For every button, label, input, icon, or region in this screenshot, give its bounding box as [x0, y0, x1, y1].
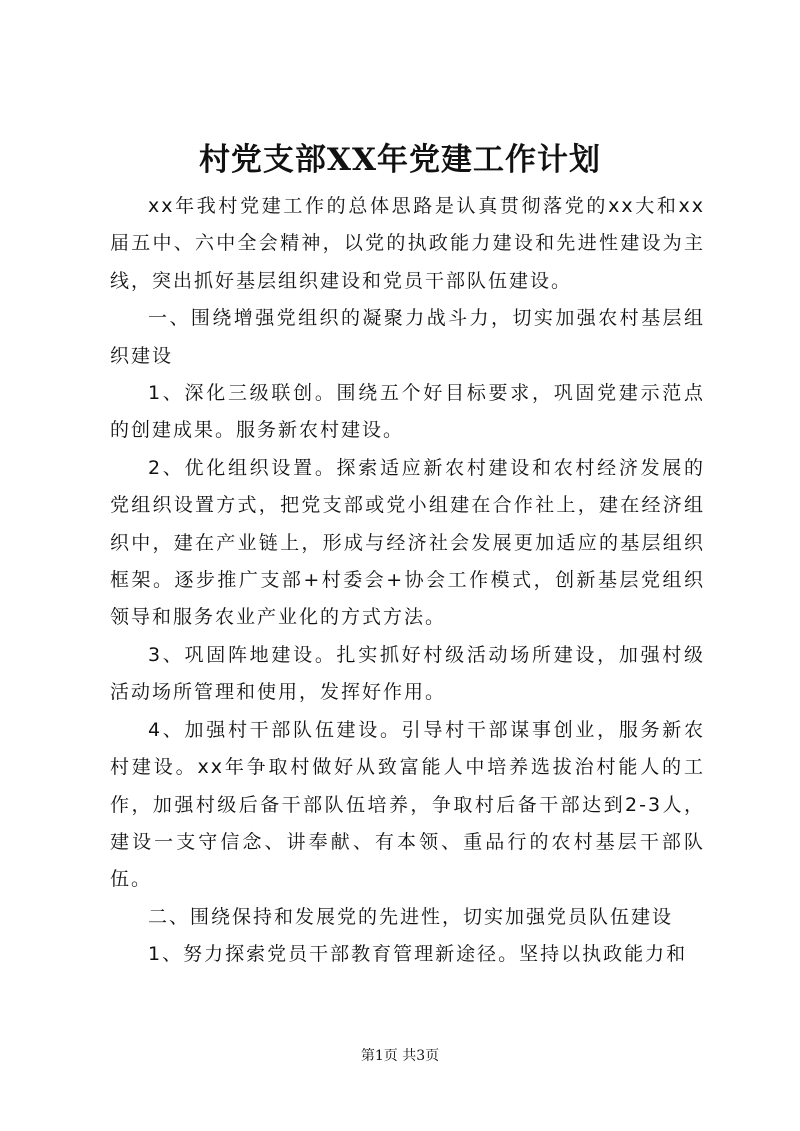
- paragraph-section-2-heading: 二、围绕保持和发展党的先进性，切实加强党员队伍建设: [148, 905, 674, 928]
- page-footer: 第1页 共3页: [360, 1048, 440, 1064]
- paragraph-item-4: 4、加强村干部队伍建设。引导村干部谋事创业，服务新农村建设。xx年争取村做好从致富能人中培养选拔治村能人的工作，加强村级后备干部队伍培养，争取村后备干部达到2-3人，建设一支守信念、讲奉献、有本领、重品行的农村基层干部队伍。: [110, 718, 705, 891]
- document-body: [110, 188, 705, 974]
- paragraph-intro: xx年我村党建工作的总体思路是认真贯彻落党的xx大和xx届五中、六中全会精神，以党的执政能力建设和先进性建设为主线，突出抓好基层组织建设和党员干部队伍建设。: [110, 195, 705, 292]
- paragraph-item-3: 3、巩固阵地建设。扎实抓好村级活动场所建设，加强村级活动场所管理和使用，发挥好作用。: [110, 643, 705, 704]
- paragraph-item-1: 1、深化三级联创。围绕五个好目标要求，巩固党建示范点的创建成果。服务新农村建设。: [110, 382, 705, 442]
- paragraph-section-2-item-1: 1、努力探索党员干部教育管理新途径。坚持以执政能力和: [148, 943, 688, 966]
- paragraph-item-2: 2、优化组织设置。探索适应新农村建设和农村经济发展的党组织设置方式，把党支部或党小组建在合作社上，建在经济组织中，建在产业链上，形成与经济社会发展更加适应的基层组织框架。逐步推广支部+村委会+协会工作模式，创新基层党组织领导和服务农业产业化的方式方法。: [110, 456, 705, 629]
- paragraph-section-1-heading: 一、围绕增强党组织的凝聚力战斗力，切实加强农村基层组织建设: [110, 307, 705, 367]
- document-title: 村党支部XX年党建工作计划: [198, 142, 602, 178]
